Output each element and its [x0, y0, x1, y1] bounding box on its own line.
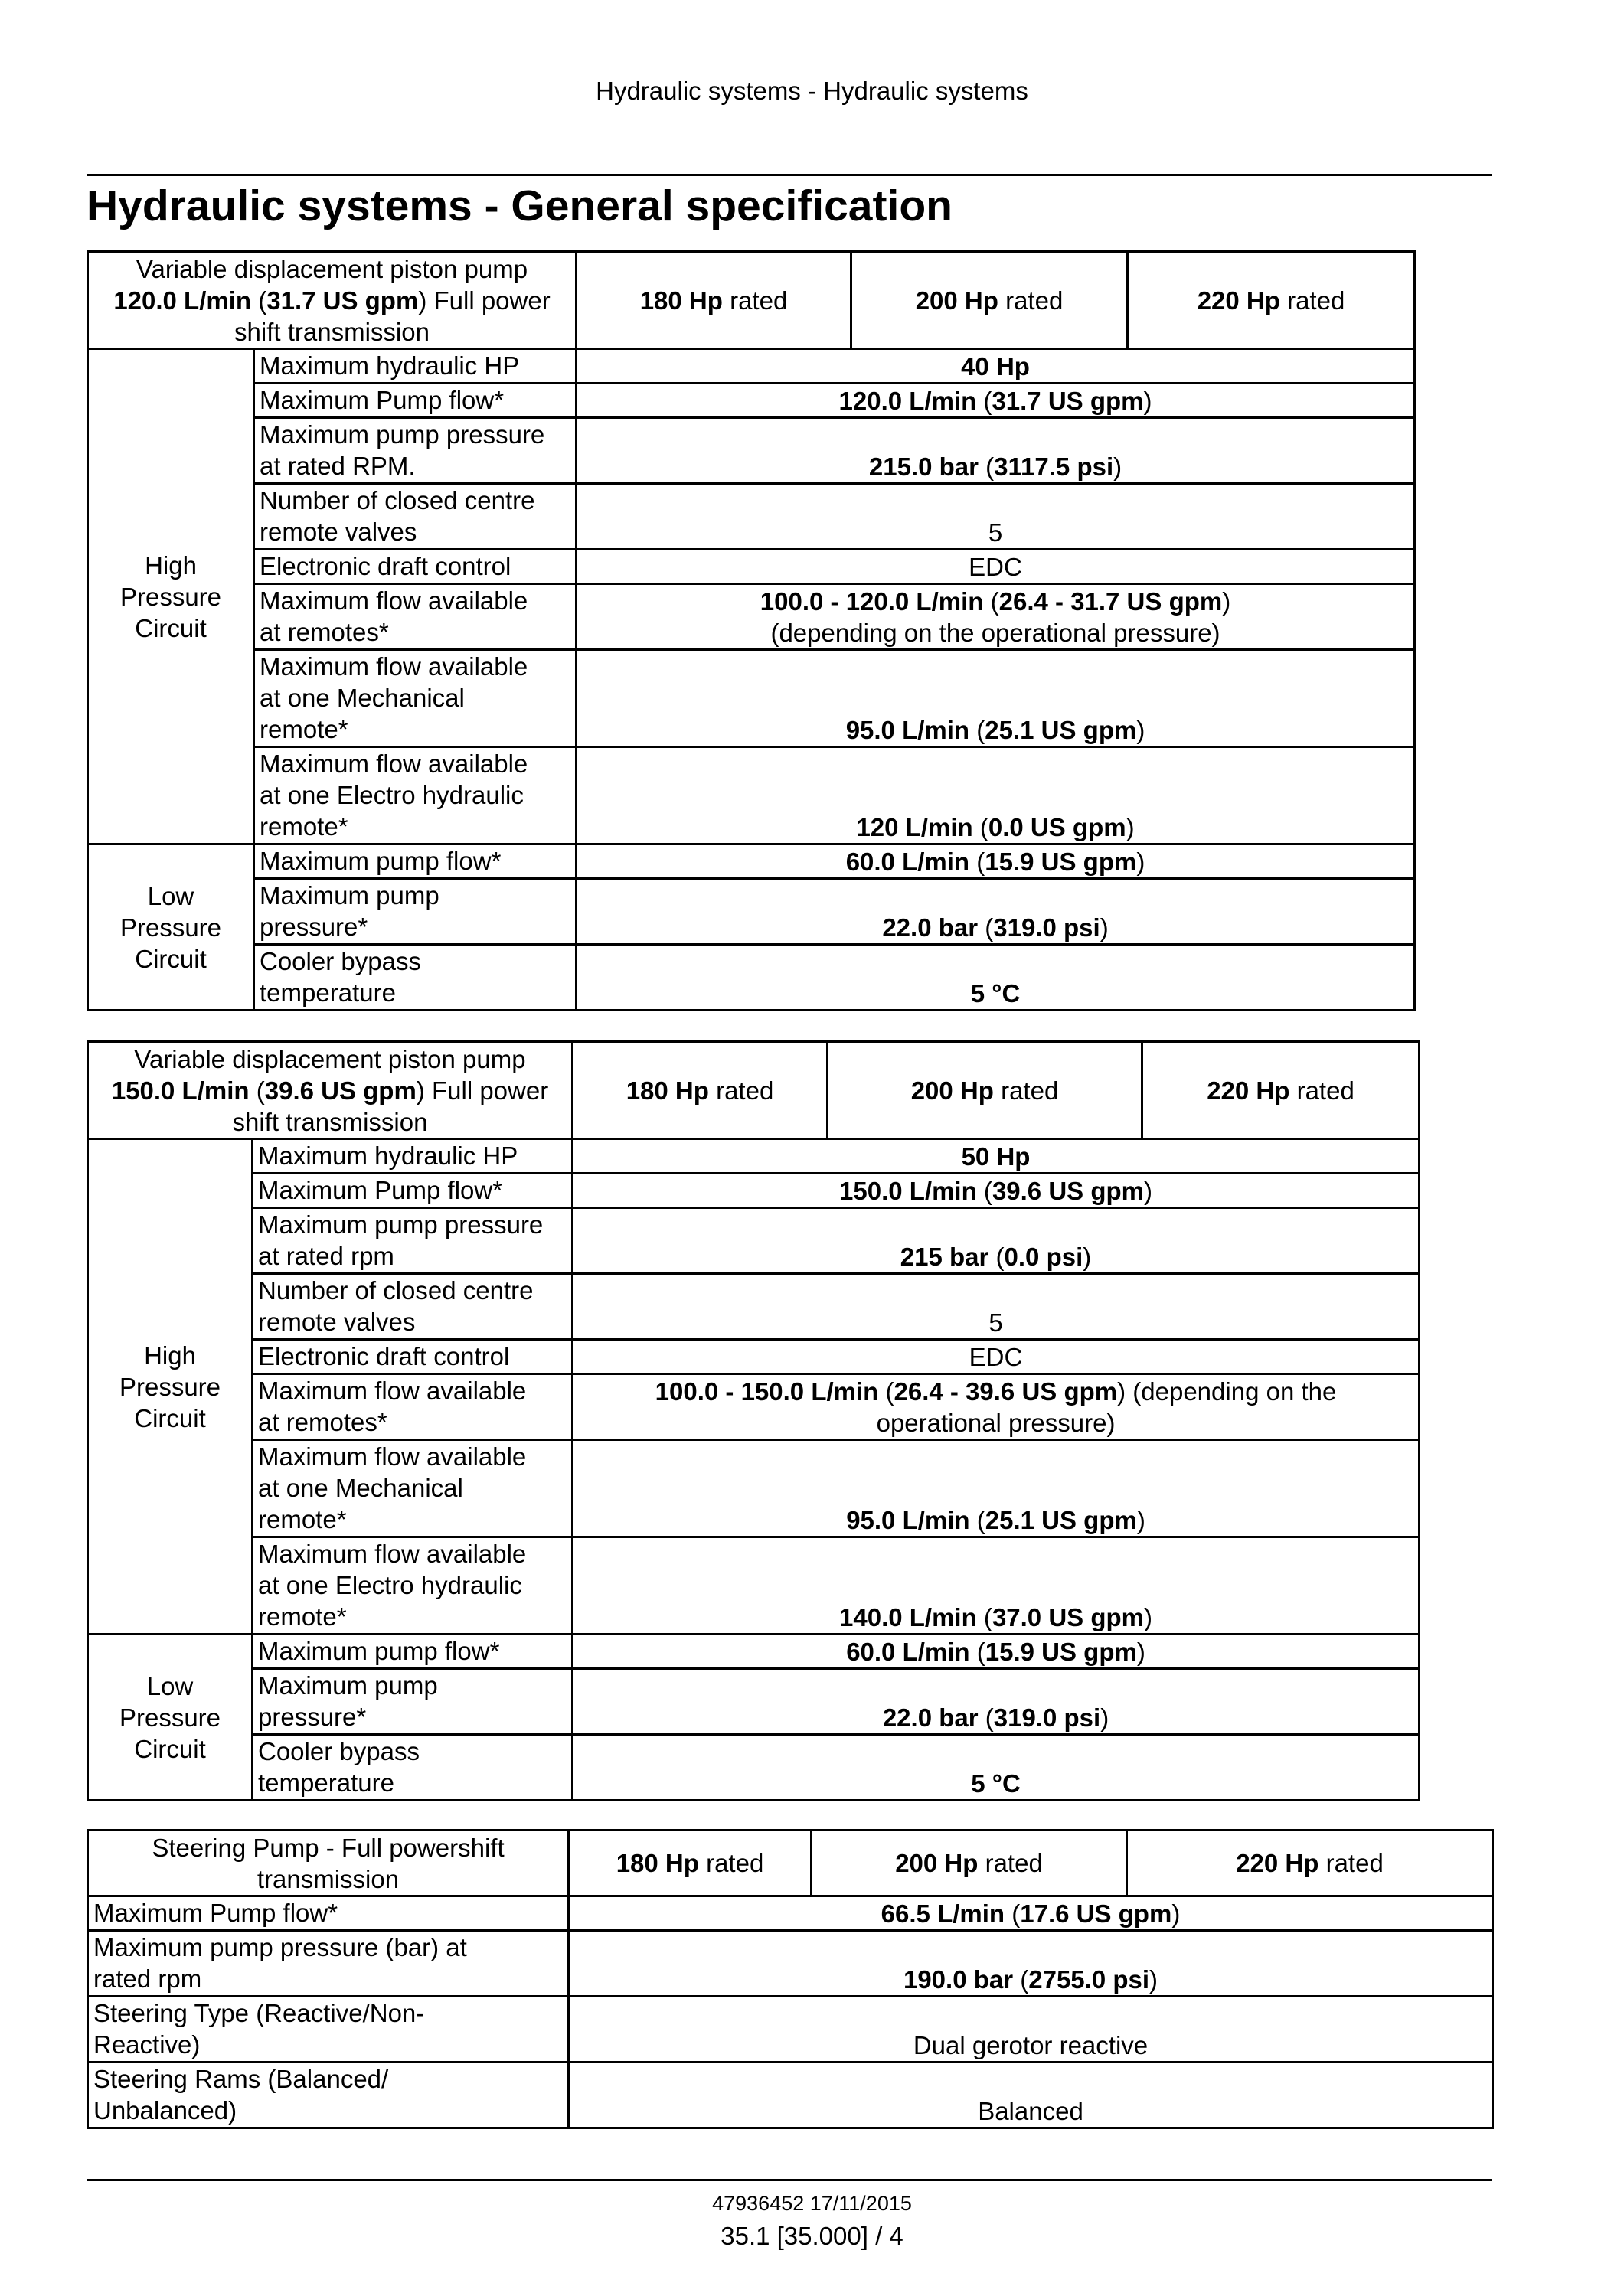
- row-value: 100.0 - 120.0 L/min (26.4 - 31.7 US gpm) (depending on the operational pressure): [577, 584, 1415, 650]
- row-value: 150.0 L/min (39.6 US gpm): [573, 1174, 1420, 1208]
- table-row: [88, 945, 1415, 1011]
- running-header: Hydraulic systems - Hydraulic systems: [596, 77, 1028, 105]
- table-header-pump: Variable displacement piston pump 120.0 L/min (31.7 US gpm) Full power shift transmission: [88, 252, 577, 349]
- table-row: [88, 1669, 1420, 1735]
- group-low-pressure: Low Pressure Circuit: [88, 844, 254, 1011]
- table-row: [88, 418, 1415, 484]
- row-label: Maximum pump flow*: [253, 1635, 573, 1669]
- row-value: 50 Hp: [573, 1139, 1420, 1174]
- table-row: [88, 550, 1415, 584]
- table-row: [88, 1174, 1420, 1208]
- row-value: 100.0 - 150.0 L/min (26.4 - 39.6 US gpm) (depending on the operational pressure): [573, 1374, 1420, 1440]
- table-header-row: [88, 1831, 1493, 1896]
- row-value: 22.0 bar (319.0 psi): [577, 879, 1415, 945]
- table-row: [88, 1997, 1493, 2062]
- row-label: Maximum hydraulic HP: [254, 349, 577, 384]
- table-row: [88, 879, 1415, 945]
- row-label: Electronic draft control: [253, 1340, 573, 1374]
- col-header-220hp: 220 Hp rated: [1127, 1831, 1493, 1896]
- row-label: Maximum hydraulic HP: [253, 1139, 573, 1174]
- table-row: [88, 1374, 1420, 1440]
- table-row: [88, 650, 1415, 747]
- table-row: [88, 484, 1415, 550]
- col-header-180hp: 180 Hp rated: [573, 1042, 828, 1139]
- row-value: 22.0 bar (319.0 psi): [573, 1669, 1420, 1735]
- table-row: [88, 747, 1415, 844]
- row-label: Maximum flow available at one Electro hydraulic remote*: [254, 747, 577, 844]
- row-label: Maximum pump pressure (bar) at rated rpm: [88, 1931, 569, 1997]
- table-header-row: [88, 252, 1415, 349]
- group-low-pressure: Low Pressure Circuit: [88, 1635, 253, 1801]
- row-value: 60.0 L/min (15.9 US gpm): [573, 1635, 1420, 1669]
- table-row: [88, 584, 1415, 650]
- footer-doc-id: 47936452 17/11/2015: [712, 2192, 912, 2215]
- col-header-220hp: 220 Hp rated: [1142, 1042, 1420, 1139]
- row-value: 5: [577, 484, 1415, 550]
- row-value: 215 bar (0.0 psi): [573, 1208, 1420, 1274]
- row-value: 5 °C: [577, 945, 1415, 1011]
- col-header-200hp: 200 Hp rated: [828, 1042, 1142, 1139]
- row-label: Cooler bypass temperature: [254, 945, 577, 1011]
- spec-table-150: [87, 1040, 1420, 1801]
- table-row: [88, 844, 1415, 879]
- table-row: [88, 349, 1415, 384]
- table-row: [88, 1274, 1420, 1340]
- row-value: 190.0 bar (2755.0 psi): [569, 1931, 1493, 1997]
- row-label: Number of closed centre remote valves: [254, 484, 577, 550]
- table-row: [88, 1896, 1493, 1931]
- row-value: EDC: [577, 550, 1415, 584]
- row-value: 5: [573, 1274, 1420, 1340]
- table-row: [88, 1208, 1420, 1274]
- group-high-pressure: High Pressure Circuit: [88, 1139, 253, 1635]
- row-label: Maximum flow available at remotes*: [253, 1374, 573, 1440]
- row-label: Maximum Pump flow*: [254, 384, 577, 418]
- col-header-200hp: 200 Hp rated: [851, 252, 1128, 349]
- table-row: [88, 1340, 1420, 1374]
- row-value: Balanced: [569, 2062, 1493, 2128]
- row-label: Maximum Pump flow*: [253, 1174, 573, 1208]
- row-label: Number of closed centre remote valves: [253, 1274, 573, 1340]
- row-label: Steering Rams (Balanced/ Unbalanced): [88, 2062, 569, 2128]
- col-header-180hp: 180 Hp rated: [569, 1831, 812, 1896]
- table-row: [88, 384, 1415, 418]
- row-label: Maximum flow available at one Electro hydraulic remote*: [253, 1537, 573, 1635]
- table-row: [88, 1139, 1420, 1174]
- row-label: Maximum pump flow*: [254, 844, 577, 879]
- row-label: Electronic draft control: [254, 550, 577, 584]
- row-value: Dual gerotor reactive: [569, 1997, 1493, 2062]
- spec-table-120: [87, 250, 1416, 1011]
- footer-page-number: 35.1 [35.000] / 4: [721, 2222, 903, 2250]
- row-value: 120 L/min (0.0 US gpm): [577, 747, 1415, 844]
- row-label: Maximum flow available at remotes*: [254, 584, 577, 650]
- row-value: 66.5 L/min (17.6 US gpm): [569, 1896, 1493, 1931]
- table-header-steering: Steering Pump - Full powershift transmission: [88, 1831, 569, 1896]
- row-value: 120.0 L/min (31.7 US gpm): [577, 384, 1415, 418]
- header-rule: [87, 174, 1492, 176]
- row-label: Maximum pump pressure*: [254, 879, 577, 945]
- table-header-row: [88, 1042, 1420, 1139]
- row-value: 40 Hp: [577, 349, 1415, 384]
- row-value: 140.0 L/min (37.0 US gpm): [573, 1537, 1420, 1635]
- table-row: [88, 1931, 1493, 1997]
- steering-pump-table: [87, 1829, 1494, 2129]
- row-label: Maximum pump pressure at rated RPM.: [254, 418, 577, 484]
- row-value: 95.0 L/min (25.1 US gpm): [577, 650, 1415, 747]
- col-header-220hp: 220 Hp rated: [1128, 252, 1415, 349]
- group-high-pressure: High Pressure Circuit: [88, 349, 254, 844]
- col-header-180hp: 180 Hp rated: [577, 252, 851, 349]
- row-value: 215.0 bar (3117.5 psi): [577, 418, 1415, 484]
- table-row: [88, 1735, 1420, 1801]
- table-header-pump: Variable displacement piston pump 150.0 L/min (39.6 US gpm) Full power shift transmission: [88, 1042, 573, 1139]
- table-row: [88, 1537, 1420, 1635]
- row-label: Maximum pump pressure at rated rpm: [253, 1208, 573, 1274]
- col-header-200hp: 200 Hp rated: [812, 1831, 1127, 1896]
- row-label: Cooler bypass temperature: [253, 1735, 573, 1801]
- table-row: [88, 1635, 1420, 1669]
- row-value: 60.0 L/min (15.9 US gpm): [577, 844, 1415, 879]
- row-label: Maximum flow available at one Mechanical remote*: [253, 1440, 573, 1537]
- table-row: [88, 1440, 1420, 1537]
- page-title: Hydraulic systems - General specification: [87, 181, 953, 230]
- row-label: Maximum pump pressure*: [253, 1669, 573, 1735]
- row-label: Steering Type (Reactive/Non- Reactive): [88, 1997, 569, 2062]
- row-value: EDC: [573, 1340, 1420, 1374]
- row-label: Maximum flow available at one Mechanical remote*: [254, 650, 577, 747]
- row-label: Maximum Pump flow*: [88, 1896, 569, 1931]
- row-value: 95.0 L/min (25.1 US gpm): [573, 1440, 1420, 1537]
- row-value: 5 °C: [573, 1735, 1420, 1801]
- footer-rule: [87, 2179, 1492, 2181]
- table-row: [88, 2062, 1493, 2128]
